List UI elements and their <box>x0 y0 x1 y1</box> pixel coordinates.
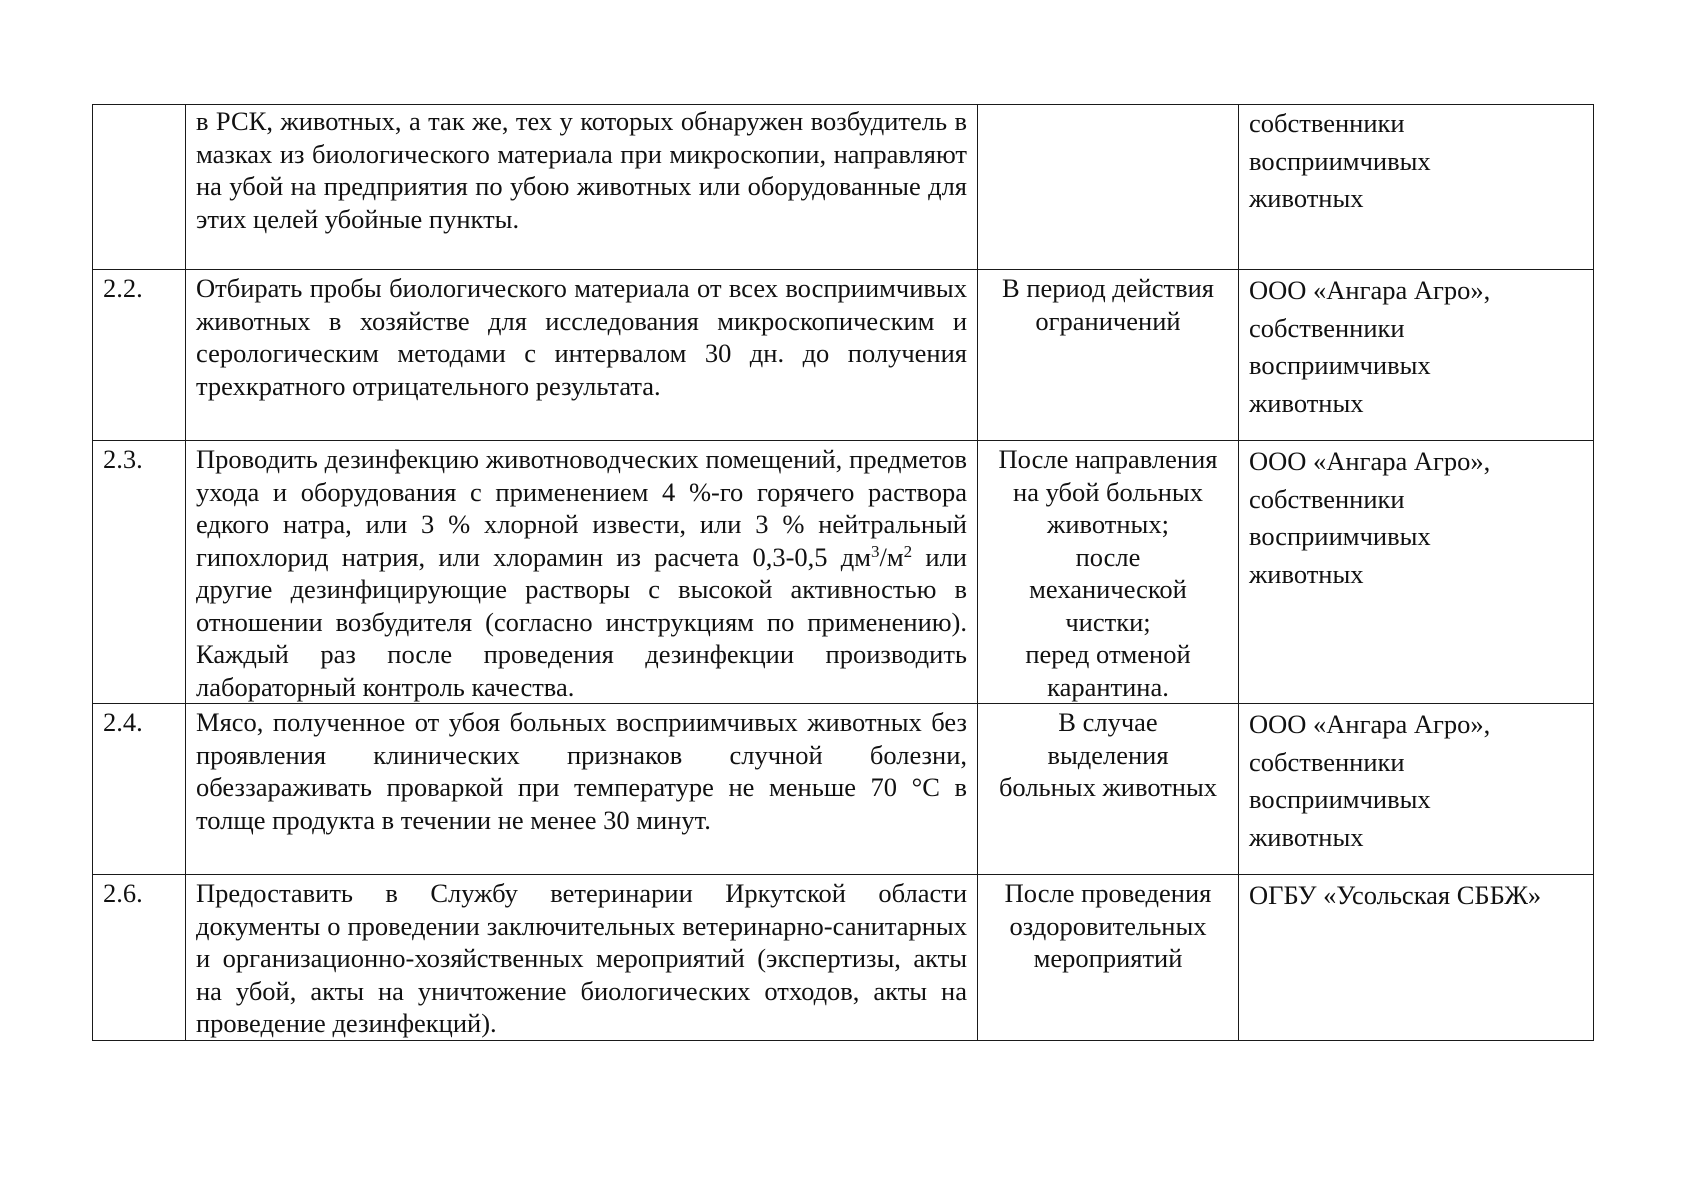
measure-text: в РСК, животных, а так же, тех у которых обнаружен возбудитель в мазках из биологического материала при микроскопии, направляют на убой на предприятия по убою животных или оборудованные для этих целей убойные пункты. <box>186 105 978 270</box>
deadline-cell: После проведения оздоровительных мероприятий <box>978 875 1239 1041</box>
item-number: 2.3. <box>93 441 186 704</box>
deadline-cell: В период действия ограничений <box>978 270 1239 441</box>
measure-text: Предоставить в Службу ветеринарии Иркутской области документы о проведении заключительных ветеринарно-санитарных и организационно-хозяйственных мероприятий (экспертизы, акты на убой, акты на уничтожение биологических отходов, акты на проведение дезинфекций). <box>186 875 978 1041</box>
measure-text-part: или другие дезинфицирующие растворы с высокой активностью в отношении возбудителя (согласно инструкциям по применению). Каждый раз после проведения дезинфекции производить лабораторный контроль качества. <box>196 541 967 702</box>
deadline-cell: В случае выделения больных животных <box>978 704 1239 875</box>
responsible-cell: ООО «Ангара Агро», собственники восприимчивых животных <box>1239 441 1594 704</box>
table-row <box>93 105 1594 270</box>
measure-text: Мясо, полученное от убоя больных восприимчивых животных без проявления клинических признаков случной болезни, обеззараживать проваркой при температуре не меньше 70 °С в толще продукта в течении не менее 30 минут. <box>186 704 978 875</box>
measure-text <box>186 441 978 704</box>
table-row <box>93 270 1594 441</box>
superscript: 3 <box>871 541 880 561</box>
responsible-cell: ООО «Ангара Агро», собственники восприимчивых животных <box>1239 270 1594 441</box>
measures-table <box>92 104 1594 1041</box>
item-number <box>93 105 186 270</box>
item-number: 2.4. <box>93 704 186 875</box>
responsible-cell: ОГБУ «Усольская СББЖ» <box>1239 875 1594 1041</box>
deadline-cell <box>978 105 1239 270</box>
measure-text-part: Проводить дезинфекцию животноводческих помещений, предметов ухода и оборудования с применением 4 %-го горячего раствора едкого натра, или 3 % хлорной извести, или 3 % нейтральный гипохлорид натрия, или хлорамин из расчета 0,3-0,5 дм <box>196 444 967 572</box>
responsible-cell: ООО «Ангара Агро», собственники восприимчивых животных <box>1239 704 1594 875</box>
responsible-cell: собственники восприимчивых животных <box>1239 105 1594 270</box>
deadline-cell: После направления на убой больных животных; после механической чистки; перед отменой карантина. <box>978 441 1239 704</box>
table-row <box>93 704 1594 875</box>
table-row <box>93 441 1594 704</box>
measure-text: Отбирать пробы биологического материала от всех восприимчивых животных в хозяйстве для исследования микроскопическим и серологическим методами с интервалом 30 дн. до получения трехкратного отрицательного результата. <box>186 270 978 441</box>
item-number: 2.6. <box>93 875 186 1041</box>
superscript: 2 <box>903 541 913 561</box>
item-number: 2.2. <box>93 270 186 441</box>
table-row <box>93 875 1594 1041</box>
measure-text-part: /м <box>879 541 904 572</box>
